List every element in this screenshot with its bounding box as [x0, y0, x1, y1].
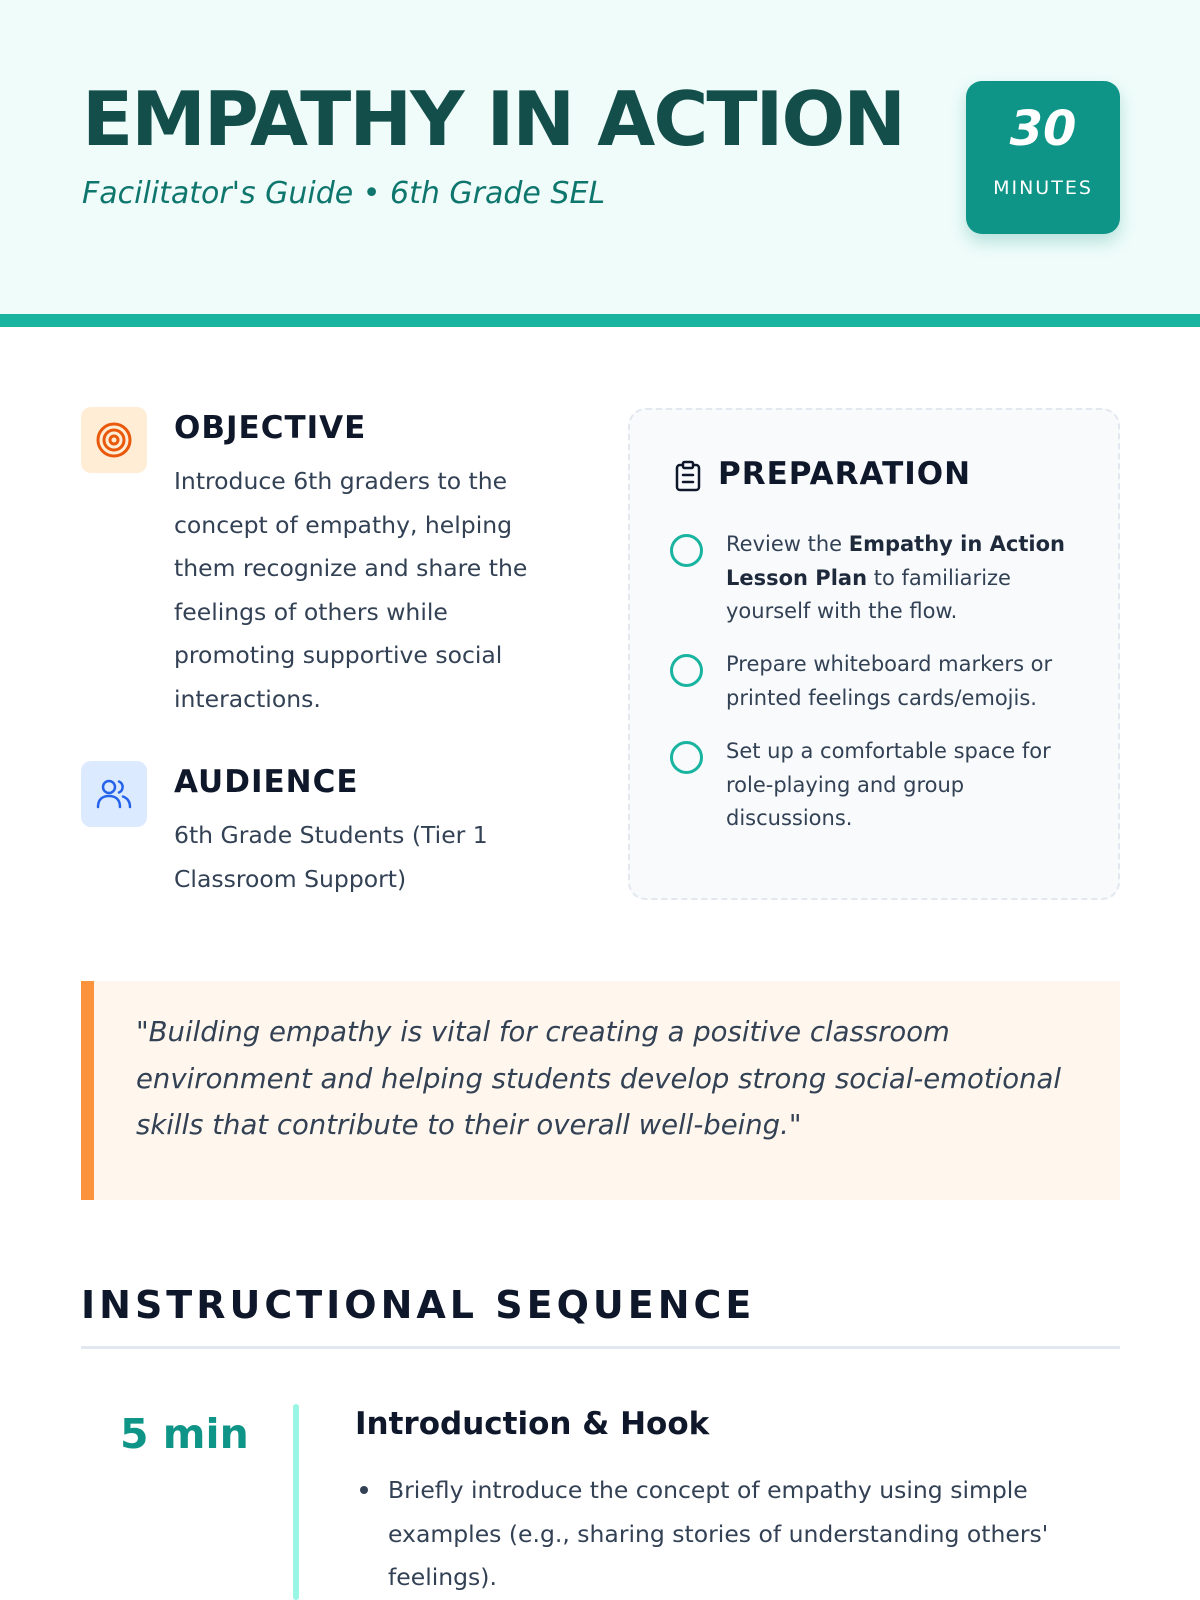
checkbox-circle-icon [670, 534, 703, 567]
preparation-item-text: Prepare whiteboard markers or printed feelings cards/emojis. [726, 652, 1053, 710]
step-bullet-text: Briefly introduce the concept of empathy using simple examples (e.g., sharing stories of understanding others' feelings). [388, 1476, 1049, 1591]
preparation-heading: PREPARATION [718, 456, 972, 492]
audience-text: 6th Grade Students (Tier 1 Classroom Support) [174, 821, 488, 893]
duration-value: 30 [1009, 101, 1077, 157]
audience-heading: AUDIENCE [174, 764, 359, 800]
page-title: EMPATHY IN ACTION [82, 75, 904, 163]
timeline-line [293, 1404, 299, 1600]
target-icon [81, 407, 147, 473]
page-subtitle: Facilitator's Guide • 6th Grade SEL [82, 176, 606, 211]
header-accent-bar [0, 314, 1200, 327]
preparation-item-text: Review the Empathy in Action Lesson Plan to familiarize yourself with the flow. [726, 532, 1065, 623]
users-icon [81, 761, 147, 827]
duration-badge [966, 81, 1120, 234]
preparation-item-text: Set up a comfortable space for role-playing and group discussions. [726, 739, 1051, 830]
checkbox-circle-icon [670, 654, 703, 687]
clipboard-icon [674, 460, 702, 496]
quote-callout [81, 981, 1120, 1200]
duration-unit: MINUTES [993, 177, 1093, 199]
step-time: 5 min [120, 1410, 249, 1458]
sequence-divider [81, 1346, 1120, 1349]
bullet-dot-icon [360, 1486, 368, 1494]
step-title: Introduction & Hook [355, 1406, 710, 1442]
header-banner [0, 0, 1200, 314]
checkbox-circle-icon [670, 741, 703, 774]
sequence-heading: INSTRUCTIONAL SEQUENCE [81, 1283, 756, 1327]
objective-text: Introduce 6th graders to the concept of empathy, helping them recognize and share the feelings of others while promoting supportive social interactions. [174, 467, 528, 713]
quote-text: "Building empathy is vital for creating a positive classroom environment and helping students develop strong social-emotional skills that contribute to their overall well-being." [136, 1016, 1061, 1141]
objective-heading: OBJECTIVE [174, 410, 367, 446]
preparation-card [628, 408, 1120, 900]
